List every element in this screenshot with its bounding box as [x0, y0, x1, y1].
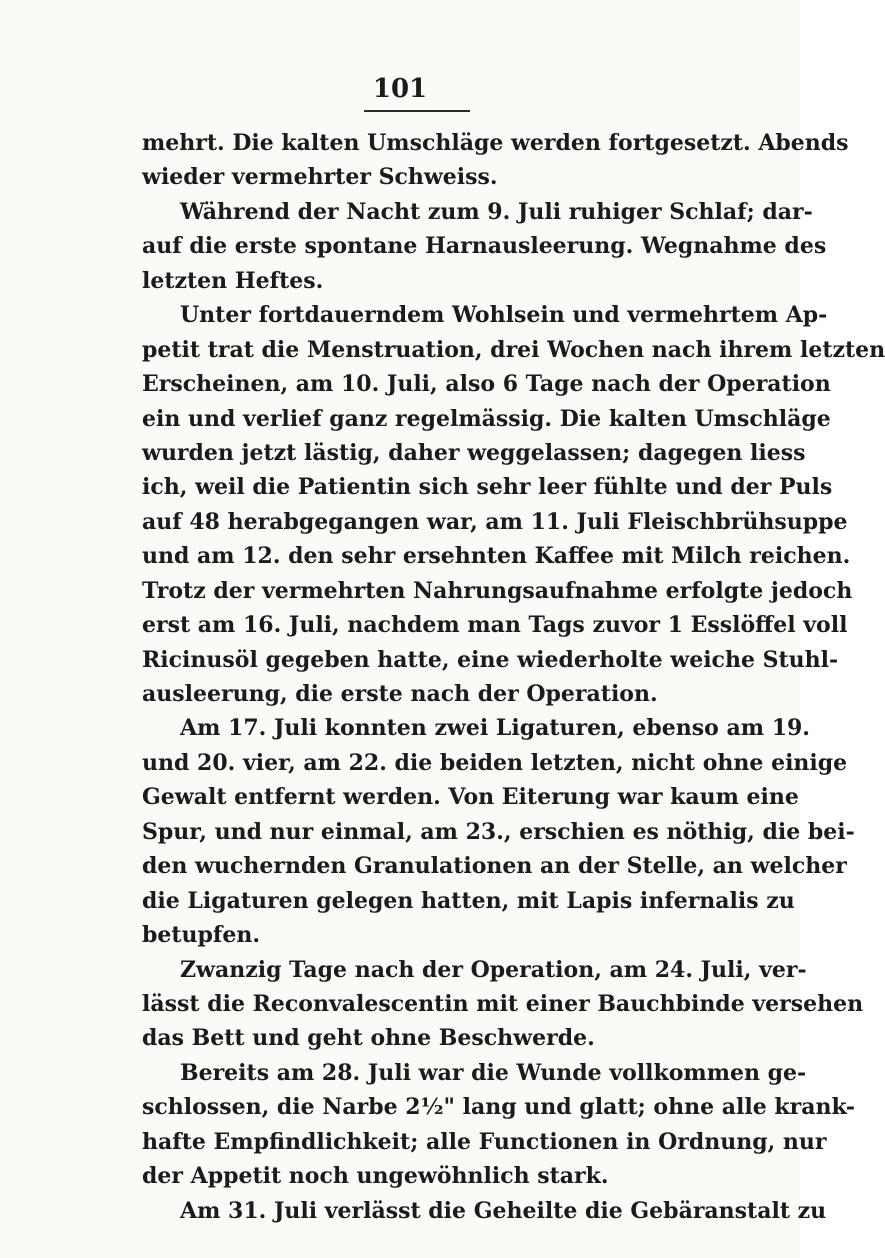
text-line: Am 17. Juli konnten zwei Ligaturen, ebenso am 19. — [180, 715, 810, 742]
page-number: 101 — [372, 74, 428, 104]
text-line: lässt die Reconvalescentin mit einer Bauchbinde versehen — [142, 990, 864, 1017]
text-line: Bereits am 28. Juli war die Wunde vollkommen ge- — [180, 1059, 807, 1086]
text-line: das Bett und geht ohne Beschwerde. — [142, 1025, 595, 1052]
text-line: hafte Empfindlichkeit; alle Functionen in Ordnung, nur — [142, 1128, 827, 1155]
text-line: ausleerung, die erste nach der Operation. — [142, 681, 658, 707]
text-line: wieder vermehrter Schweiss. — [142, 164, 498, 191]
body-text — [142, 126, 885, 1228]
text-line: mehrt. Die kalten Umschläge werden fortgesetzt. Abends — [142, 130, 849, 156]
text-line: Während der Nacht zum 9. Juli ruhiger Schlaf; dar- — [180, 198, 813, 225]
text-line: Unter fortdauerndem Wohlsein und vermehrtem Ap- — [180, 302, 828, 329]
text-line: schlossen, die Narbe 2½" lang und glatt; ohne alle krank- — [142, 1094, 855, 1121]
text-line: der Appetit noch ungewöhnlich stark. — [142, 1163, 609, 1190]
text-line: letzten Heftes. — [142, 267, 324, 294]
text-line: den wuchernden Granulationen an der Stelle, an welcher — [142, 853, 847, 880]
text-line: auf die erste spontane Harnausleerung. Wegnahme des — [142, 233, 827, 260]
text-line: erst am 16. Juli, nachdem man Tags zuvor 1 Esslöffel voll — [142, 612, 848, 639]
text-line: Zwanzig Tage nach der Operation, am 24. Juli, ver- — [180, 956, 807, 983]
text-line: Gewalt entfernt werden. Von Eiterung war kaum eine — [142, 784, 799, 811]
text-line: betupfen. — [142, 922, 261, 949]
text-line: und am 12. den sehr ersehnten Kaffee mit Milch reichen. — [142, 543, 851, 570]
text-line: wurden jetzt lästig, daher weggelassen; dagegen liess — [142, 439, 806, 466]
text-line: petit trat die Menstruation, drei Wochen nach ihrem letzten — [142, 336, 885, 363]
text-line: Trotz der vermehrten Nahrungsaufnahme erfolgte jedoch — [142, 577, 853, 604]
text-line: ich, weil die Patientin sich sehr leer fühlte und der Puls — [142, 474, 833, 501]
text-line: Erscheinen, am 10. Juli, also 6 Tage nach der Operation — [142, 371, 831, 398]
header-rule — [364, 110, 470, 112]
text-line: Spur, und nur einmal, am 23., erschien es nöthig, die bei- — [142, 818, 855, 845]
text-line: Am 31. Juli verlässt die Geheilte die Gebäranstalt zu — [180, 1197, 827, 1224]
text-line: die Ligaturen gelegen hatten, mit Lapis infernalis zu — [142, 887, 795, 914]
text-line: und 20. vier, am 22. die beiden letzten, nicht ohne einige — [142, 749, 848, 776]
text-line: ein und verlief ganz regelmässig. Die kalten Umschläge — [142, 405, 831, 432]
text-line: auf 48 herabgegangen war, am 11. Juli Fleischbrühsuppe — [142, 508, 848, 535]
text-line: Ricinusöl gegeben hatte, eine wiederholte weiche Stuhl- — [142, 646, 839, 673]
